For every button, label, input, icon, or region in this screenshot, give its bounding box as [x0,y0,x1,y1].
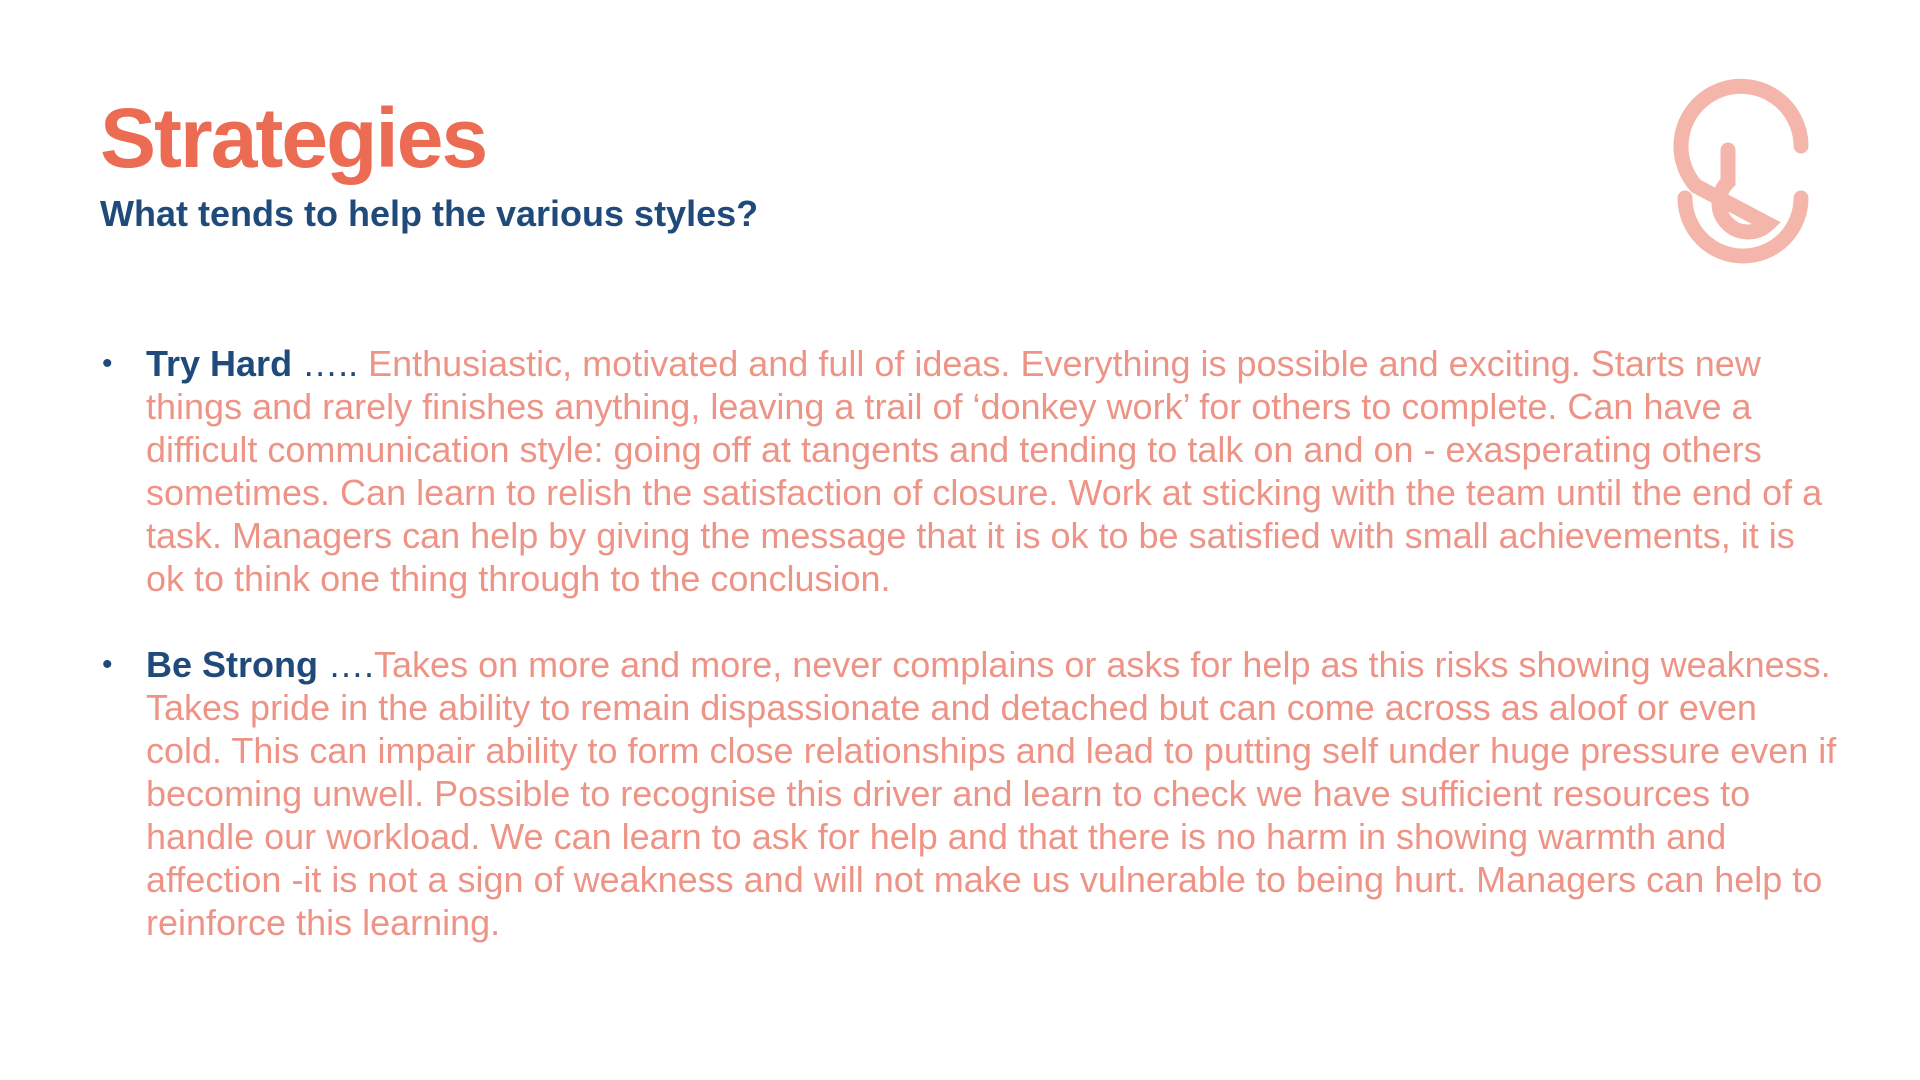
slide-title: Strategies [100,91,487,185]
driver-description: Takes on more and more, never complains or asks for help as this risks showing weakness. Takes pride in the ability to remain dispassionate and detached but can come across as aloof or even cold. This can impair ability to form close relationships and lead to putting self under huge pressure even if becoming unwell. Possible to recognise this driver and learn to check we have sufficient resources to handle our workload. We can learn to ask for help and that there is no harm in showing warmth and affection -it is not a sign of weakness and will not make us vulnerable to being hurt. Managers can help to reinforce this learning. [146,644,1837,943]
ellipsis-separator: ….. [292,343,369,384]
driver-name: Be Strong [146,644,319,685]
s-logo-icon [1668,78,1818,274]
driver-list [100,342,1840,987]
slide-subtitle: What tends to help the various styles? [100,193,759,234]
driver-description: Enthusiastic, motivated and full of ideas. Everything is possible and exciting. Starts new things and rarely finishes anything, leaving a trail of ‘donkey work’ for others to complete. Can have a difficult communication style: going off at tangents and tending to talk on and on - exasperating others sometimes. Can learn to relish the satisfaction of closure. Work at sticking with the team until the end of a task. Managers can help by giving the message that it is ok to be satisfied with small achievements, it is ok to think one thing through to the conclusion. [146,343,1823,599]
ellipsis-separator: …. [318,644,375,685]
list-item [100,342,1840,600]
driver-name: Try Hard [146,343,293,384]
bullet-icon: • [102,347,113,380]
bullet-icon: • [102,648,113,681]
list-item [100,643,1840,944]
